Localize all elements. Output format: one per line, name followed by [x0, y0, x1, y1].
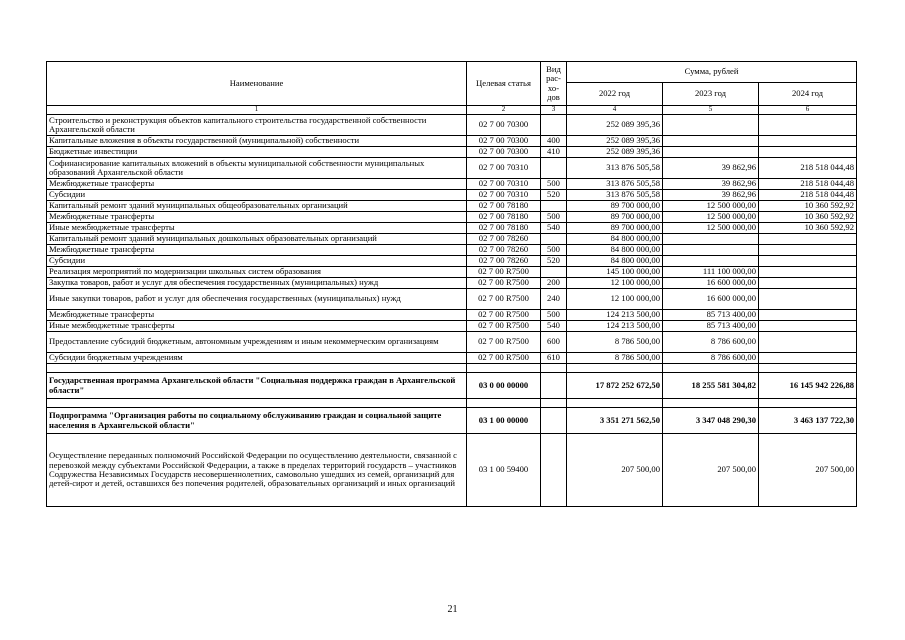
column-number: 2	[467, 106, 541, 115]
table-row	[47, 245, 857, 256]
table-row	[47, 223, 857, 234]
row-amount-2023	[663, 115, 759, 136]
table-row	[47, 332, 857, 353]
row-expense-kind	[541, 234, 567, 245]
spacer-row	[47, 364, 857, 373]
header-sum: Сумма, рублей	[567, 62, 857, 83]
table-row	[47, 434, 857, 507]
table-row	[47, 234, 857, 245]
row-amount-2023: 16 600 000,00	[663, 278, 759, 289]
row-amount-2024	[759, 245, 857, 256]
row-amount-2023: 85 713 400,00	[663, 321, 759, 332]
row-amount-2022: 12 100 000,00	[567, 289, 663, 310]
row-amount-2023	[663, 147, 759, 158]
row-amount-2023: 111 100 000,00	[663, 267, 759, 278]
row-amount-2024: 218 518 044,48	[759, 158, 857, 179]
row-expense-kind: 500	[541, 245, 567, 256]
row-name: Иные межбюджетные трансферты	[47, 321, 467, 332]
table-row	[47, 158, 857, 179]
row-name: Субсидии бюджетным учреждениям	[47, 353, 467, 364]
column-number: 3	[541, 106, 567, 115]
row-amount-2022: 8 786 500,00	[567, 353, 663, 364]
row-expense-kind: 400	[541, 136, 567, 147]
row-name: Субсидии	[47, 256, 467, 267]
row-expense-kind: 540	[541, 321, 567, 332]
header-year-2024: 2024 год	[759, 83, 857, 106]
row-expense-kind: 610	[541, 353, 567, 364]
budget-table	[46, 61, 857, 507]
row-target-code: 02 7 00 R7500	[467, 332, 541, 353]
row-amount-2023	[663, 256, 759, 267]
page-number: 21	[447, 604, 458, 615]
row-amount-2022: 89 700 000,00	[567, 212, 663, 223]
row-target-code: 02 7 00 70310	[467, 179, 541, 190]
row-amount-2022: 252 089 395,36	[567, 136, 663, 147]
row-expense-kind: 520	[541, 190, 567, 201]
row-amount-2023: 18 255 581 304,82	[663, 373, 759, 399]
row-amount-2023: 207 500,00	[663, 434, 759, 507]
row-amount-2023: 12 500 000,00	[663, 212, 759, 223]
column-number: 4	[567, 106, 663, 115]
row-amount-2022: 89 700 000,00	[567, 201, 663, 212]
row-expense-kind: 200	[541, 278, 567, 289]
table-row	[47, 147, 857, 158]
column-number-row	[47, 106, 857, 115]
row-amount-2024	[759, 278, 857, 289]
row-name: Строительство и реконструкция объектов капитального строительства государственной собственности Архангельской области	[47, 115, 467, 136]
row-target-code: 02 7 00 78260	[467, 234, 541, 245]
row-target-code: 03 1 00 59400	[467, 434, 541, 507]
row-target-code: 02 7 00 78180	[467, 201, 541, 212]
row-amount-2022: 3 351 271 562,50	[567, 408, 663, 434]
header-name: Наименование	[47, 62, 467, 106]
table-row	[47, 321, 857, 332]
table-row	[47, 190, 857, 201]
table-row	[47, 115, 857, 136]
row-target-code: 02 7 00 78260	[467, 256, 541, 267]
row-amount-2024	[759, 332, 857, 353]
row-amount-2022: 17 872 252 672,50	[567, 373, 663, 399]
row-amount-2022: 252 089 395,36	[567, 115, 663, 136]
row-target-code: 03 1 00 00000	[467, 408, 541, 434]
row-name: Иные межбюджетные трансферты	[47, 223, 467, 234]
row-name: Межбюджетные трансферты	[47, 212, 467, 223]
row-target-code: 02 7 00 70300	[467, 115, 541, 136]
row-amount-2023: 39 862,96	[663, 179, 759, 190]
row-amount-2023	[663, 245, 759, 256]
row-target-code: 02 7 00 70310	[467, 158, 541, 179]
row-expense-kind	[541, 115, 567, 136]
row-name: Капитальный ремонт зданий муниципальных дошкольных образовательных организаций	[47, 234, 467, 245]
row-amount-2022: 84 800 000,00	[567, 245, 663, 256]
row-name: Бюджетные инвестиции	[47, 147, 467, 158]
header-target-article: Целевая статья	[467, 62, 541, 106]
row-amount-2023: 16 600 000,00	[663, 289, 759, 310]
row-amount-2022: 313 876 505,58	[567, 179, 663, 190]
row-amount-2022: 124 213 500,00	[567, 310, 663, 321]
row-amount-2024	[759, 115, 857, 136]
header-year-2022: 2022 год	[567, 83, 663, 106]
row-amount-2024: 10 360 592,92	[759, 223, 857, 234]
table-row	[47, 256, 857, 267]
row-amount-2022: 84 800 000,00	[567, 256, 663, 267]
row-amount-2024	[759, 234, 857, 245]
row-amount-2023: 12 500 000,00	[663, 223, 759, 234]
row-amount-2022: 84 800 000,00	[567, 234, 663, 245]
row-amount-2023	[663, 136, 759, 147]
row-expense-kind	[541, 201, 567, 212]
row-target-code: 02 7 00 R7500	[467, 289, 541, 310]
row-name: Межбюджетные трансферты	[47, 245, 467, 256]
row-expense-kind: 240	[541, 289, 567, 310]
row-expense-kind	[541, 434, 567, 507]
row-name: Иные закупки товаров, работ и услуг для обеспечения государственных (муниципальных) нужд	[47, 289, 467, 310]
row-amount-2024	[759, 310, 857, 321]
row-amount-2024	[759, 267, 857, 278]
row-expense-kind: 540	[541, 223, 567, 234]
row-amount-2023: 12 500 000,00	[663, 201, 759, 212]
row-target-code: 02 7 00 70300	[467, 136, 541, 147]
row-name: Капитальный ремонт зданий муниципальных общеобразовательных организаций	[47, 201, 467, 212]
row-amount-2022: 207 500,00	[567, 434, 663, 507]
row-amount-2024: 207 500,00	[759, 434, 857, 507]
row-amount-2024: 218 518 044,48	[759, 190, 857, 201]
table-row	[47, 278, 857, 289]
row-name: Субсидии	[47, 190, 467, 201]
row-name: Софинансирование капитальных вложений в объекты муниципальной собственности муниципальных образований Архангельской области	[47, 158, 467, 179]
header-year-2023: 2023 год	[663, 83, 759, 106]
row-amount-2022: 252 089 395,36	[567, 147, 663, 158]
row-amount-2023: 85 713 400,00	[663, 310, 759, 321]
row-expense-kind: 500	[541, 212, 567, 223]
row-amount-2022: 313 876 505,58	[567, 190, 663, 201]
row-amount-2023: 8 786 600,00	[663, 332, 759, 353]
row-name: Подпрограмма "Организация работы по социальному обслуживанию граждан и социальной защите населения в Архангельской области"	[47, 408, 467, 434]
row-target-code: 02 7 00 R7500	[467, 278, 541, 289]
spacer-row	[47, 399, 857, 408]
row-amount-2023: 39 862,96	[663, 158, 759, 179]
row-name: Межбюджетные трансферты	[47, 310, 467, 321]
column-number: 6	[759, 106, 857, 115]
row-target-code: 03 0 00 00000	[467, 373, 541, 399]
row-amount-2022: 12 100 000,00	[567, 278, 663, 289]
row-amount-2022: 8 786 500,00	[567, 332, 663, 353]
row-expense-kind: 520	[541, 256, 567, 267]
table-row	[47, 179, 857, 190]
row-amount-2022: 145 100 000,00	[567, 267, 663, 278]
row-amount-2023: 3 347 048 290,30	[663, 408, 759, 434]
row-target-code: 02 7 00 R7500	[467, 353, 541, 364]
row-amount-2024	[759, 147, 857, 158]
row-expense-kind	[541, 158, 567, 179]
row-amount-2023: 39 862,96	[663, 190, 759, 201]
row-amount-2024: 16 145 942 226,88	[759, 373, 857, 399]
table-row-program	[47, 373, 857, 399]
row-amount-2024: 10 360 592,92	[759, 201, 857, 212]
table-row	[47, 310, 857, 321]
row-amount-2024	[759, 353, 857, 364]
row-expense-kind	[541, 267, 567, 278]
row-expense-kind: 600	[541, 332, 567, 353]
row-amount-2024	[759, 321, 857, 332]
table-row	[47, 201, 857, 212]
row-amount-2024: 10 360 592,92	[759, 212, 857, 223]
table-row	[47, 212, 857, 223]
row-name: Закупка товаров, работ и услуг для обеспечения государственных (муниципальных) нужд	[47, 278, 467, 289]
header-expense-kind: Вид рас-хо-дов	[541, 62, 567, 106]
row-amount-2024	[759, 289, 857, 310]
table-row	[47, 353, 857, 364]
row-expense-kind: 410	[541, 147, 567, 158]
row-amount-2022: 89 700 000,00	[567, 223, 663, 234]
row-target-code: 02 7 00 78180	[467, 212, 541, 223]
row-amount-2022: 313 876 505,58	[567, 158, 663, 179]
row-target-code: 02 7 00 R7500	[467, 267, 541, 278]
row-target-code: 02 7 00 R7500	[467, 310, 541, 321]
row-amount-2023	[663, 234, 759, 245]
table-row	[47, 136, 857, 147]
row-amount-2024: 218 518 044,48	[759, 179, 857, 190]
row-target-code: 02 7 00 R7500	[467, 321, 541, 332]
row-name: Реализация мероприятий по модернизации школьных систем образования	[47, 267, 467, 278]
table-row	[47, 267, 857, 278]
row-amount-2024	[759, 136, 857, 147]
row-expense-kind: 500	[541, 179, 567, 190]
row-target-code: 02 7 00 70310	[467, 190, 541, 201]
row-amount-2024	[759, 256, 857, 267]
row-target-code: 02 7 00 70300	[467, 147, 541, 158]
row-name: Капитальные вложения в объекты государственной (муниципальной) собственности	[47, 136, 467, 147]
row-amount-2022: 124 213 500,00	[567, 321, 663, 332]
row-expense-kind	[541, 408, 567, 434]
table-row-subprogram	[47, 408, 857, 434]
row-amount-2024: 3 463 137 722,30	[759, 408, 857, 434]
row-name: Государственная программа Архангельской области "Социальная поддержка граждан в Архангельской области"	[47, 373, 467, 399]
row-name: Предоставление субсидий бюджетным, автономным учреждениям и иным некоммерческим организациям	[47, 332, 467, 353]
row-expense-kind: 500	[541, 310, 567, 321]
row-target-code: 02 7 00 78180	[467, 223, 541, 234]
column-number: 1	[47, 106, 467, 115]
row-name: Межбюджетные трансферты	[47, 179, 467, 190]
row-amount-2023: 8 786 600,00	[663, 353, 759, 364]
row-name: Осуществление переданных полномочий Российской Федерации по осуществлению деятельности, связанной с перевозкой между субъектами Российской Федерации, а также в пределах территорий государств – участников Содружества Независимых Государств несовершеннолетних, самовольно ушедших из семей, организаций для детей-сирот и детей, оставшихся без попечения родителей, образовательных организаций и иных организаций	[47, 434, 467, 507]
column-number: 5	[663, 106, 759, 115]
row-target-code: 02 7 00 78260	[467, 245, 541, 256]
table-row	[47, 289, 857, 310]
row-expense-kind	[541, 373, 567, 399]
